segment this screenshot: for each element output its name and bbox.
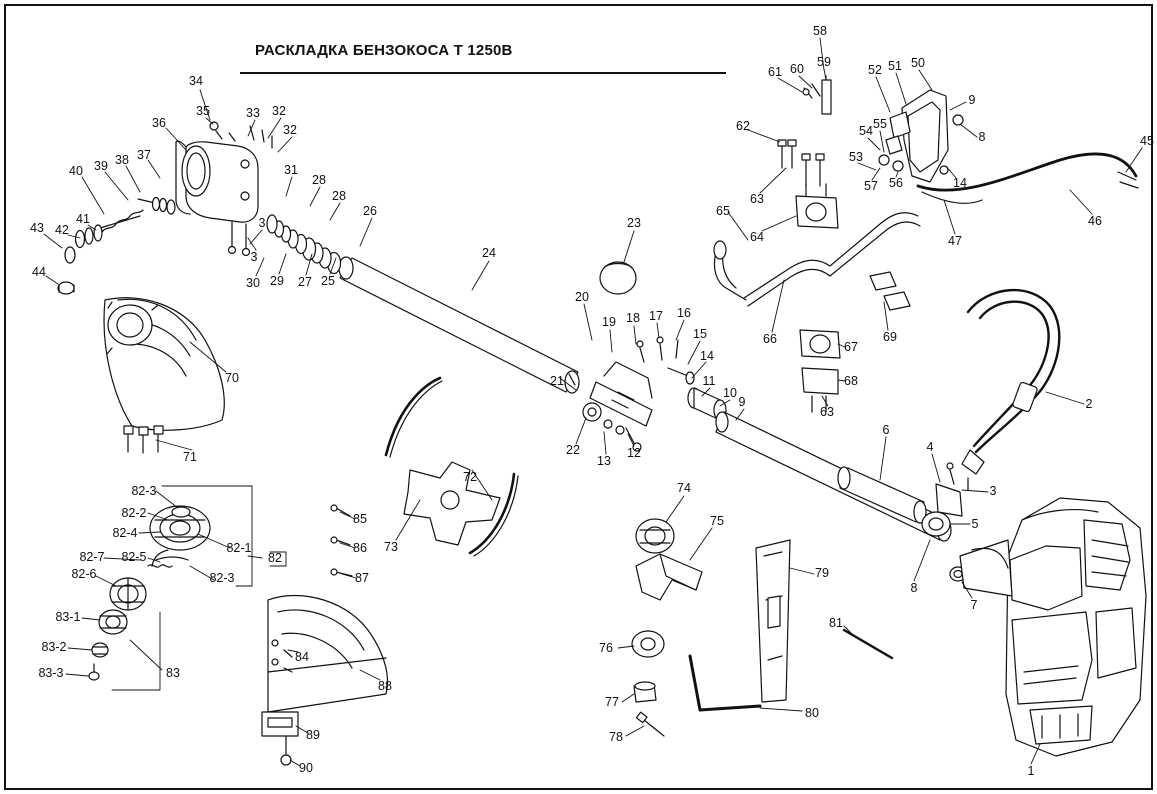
callout-31: 31: [284, 163, 298, 177]
callout-41: 41: [76, 212, 90, 226]
callout-69: 69: [883, 330, 897, 344]
callout-73: 73: [384, 540, 398, 554]
callout-39: 39: [94, 159, 108, 173]
callout-90: 90: [299, 761, 313, 775]
callout-27: 27: [298, 275, 312, 289]
callout-75: 75: [710, 514, 724, 528]
callout-2: 2: [1085, 397, 1093, 411]
callout-17: 17: [649, 309, 663, 323]
callout-47: 47: [948, 234, 962, 248]
callout-78: 78: [609, 730, 623, 744]
callout-25: 25: [321, 274, 335, 288]
callout-88: 88: [378, 679, 392, 693]
callout-3: 3: [258, 216, 266, 230]
callout-1: 1: [1027, 764, 1035, 778]
callout-4: 4: [926, 440, 934, 454]
callout-52: 52: [868, 63, 882, 77]
callout-8: 8: [910, 581, 918, 595]
callout-79: 79: [815, 566, 829, 580]
callout-34: 34: [189, 74, 203, 88]
callout-12: 12: [627, 446, 641, 460]
callout-64: 64: [750, 230, 764, 244]
callout-18: 18: [626, 311, 640, 325]
callout-89: 89: [306, 728, 320, 742]
callout-51: 51: [888, 59, 902, 73]
callout-20: 20: [575, 290, 589, 304]
callout-50: 50: [911, 56, 925, 70]
callout-82-2: 82-2: [121, 506, 147, 520]
callout-85: 85: [353, 512, 367, 526]
callout-32: 32: [272, 104, 286, 118]
callout-13: 13: [597, 454, 611, 468]
callout-58: 58: [813, 24, 827, 38]
callout-59: 59: [817, 55, 831, 69]
callout-3-b: 3: [250, 250, 258, 264]
callout-19: 19: [602, 315, 616, 329]
callout-14-b: 14: [953, 176, 967, 190]
callout-60: 60: [790, 62, 804, 76]
callout-26: 26: [363, 204, 377, 218]
callout-44: 44: [32, 265, 46, 279]
callout-35: 35: [196, 104, 210, 118]
callout-28-b: 28: [332, 189, 346, 203]
callout-3-c: 3: [989, 484, 997, 498]
callout-62: 62: [736, 119, 750, 133]
callout-8-b: 8: [978, 130, 986, 144]
callout-29: 29: [270, 274, 284, 288]
callout-83: 83: [166, 666, 180, 680]
page-title: РАСКЛАДКА БЕНЗОКОСА T 1250B: [255, 42, 513, 59]
callout-37: 37: [137, 148, 151, 162]
callout-10: 10: [723, 386, 737, 400]
callout-30: 30: [246, 276, 260, 290]
callout-16: 16: [677, 306, 691, 320]
callout-82-3: 82-3: [131, 484, 157, 498]
callout-82-5: 82-5: [121, 550, 147, 564]
callout-70: 70: [225, 371, 239, 385]
callout-14: 14: [700, 349, 714, 363]
callout-21: 21: [550, 374, 564, 388]
callout-5: 5: [971, 517, 979, 531]
callout-28: 28: [312, 173, 326, 187]
callout-54: 54: [859, 124, 873, 138]
callout-87: 87: [355, 571, 369, 585]
callout-40: 40: [69, 164, 83, 178]
callout-77: 77: [605, 695, 619, 709]
callout-65: 65: [716, 204, 730, 218]
callout-67: 67: [844, 340, 858, 354]
callout-53: 53: [849, 150, 863, 164]
callout-24: 24: [482, 246, 496, 260]
callout-82: 82: [268, 551, 282, 565]
callout-63-b: 63: [820, 405, 834, 419]
callout-9-b: 9: [968, 93, 976, 107]
callout-74: 74: [677, 481, 691, 495]
callout-22: 22: [566, 443, 580, 457]
callout-57: 57: [864, 179, 878, 193]
callout-45: 45: [1140, 134, 1154, 148]
callout-33: 33: [246, 106, 260, 120]
callout-84: 84: [295, 650, 309, 664]
callout-83-3: 83-3: [38, 666, 64, 680]
callout-82-4: 82-4: [112, 526, 138, 540]
callout-7: 7: [970, 598, 978, 612]
callout-83-1: 83-1: [55, 610, 81, 624]
callout-76: 76: [599, 641, 613, 655]
callout-38: 38: [115, 153, 129, 167]
callout-82-3-b: 82-3: [209, 571, 235, 585]
callout-6: 6: [882, 423, 890, 437]
callout-68: 68: [844, 374, 858, 388]
callout-11: 11: [702, 374, 716, 388]
callout-80: 80: [805, 706, 819, 720]
callout-46: 46: [1088, 214, 1102, 228]
callout-9: 9: [738, 395, 746, 409]
callout-23: 23: [627, 216, 641, 230]
callout-66: 66: [763, 332, 777, 346]
callout-82-7: 82-7: [79, 550, 105, 564]
callout-43: 43: [30, 221, 44, 235]
callout-63: 63: [750, 192, 764, 206]
callout-82-1: 82-1: [226, 541, 252, 555]
callout-71: 71: [183, 450, 197, 464]
callout-72: 72: [463, 470, 477, 484]
callout-42: 42: [55, 223, 69, 237]
callout-83-2: 83-2: [41, 640, 67, 654]
callout-32-b: 32: [283, 123, 297, 137]
callout-36: 36: [152, 116, 166, 130]
callout-82-6: 82-6: [71, 567, 97, 581]
callout-81: 81: [829, 616, 843, 630]
callout-61: 61: [768, 65, 782, 79]
callout-15: 15: [693, 327, 707, 341]
callout-86: 86: [353, 541, 367, 555]
callout-55: 55: [873, 117, 887, 131]
callout-56: 56: [889, 176, 903, 190]
